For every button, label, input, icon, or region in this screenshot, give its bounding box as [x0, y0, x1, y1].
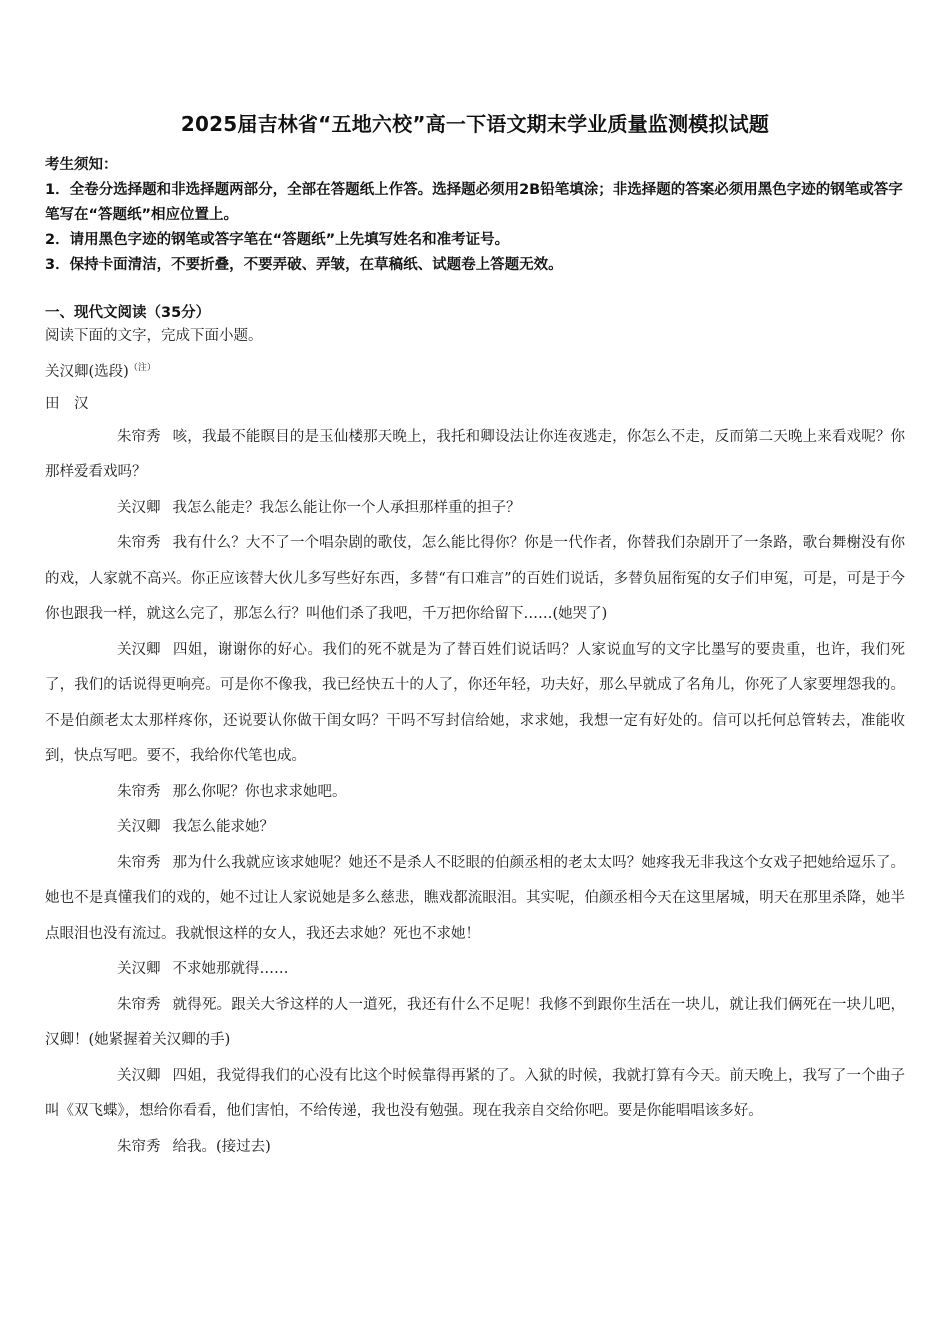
speech-text: 不求她那就得…… [172, 961, 289, 978]
notice-item: 2．请用黑色字迹的钢笔或答字笔在“答题纸”上先填写姓名和准考证号。 [45, 232, 510, 248]
note-mark: （注） [128, 363, 156, 373]
speaker-name: 关汉卿 [117, 641, 161, 658]
exam-notice [45, 153, 905, 278]
speaker-name: 朱帘秀 [117, 428, 161, 445]
work-title-line [45, 356, 905, 384]
dialogue-line [45, 846, 905, 953]
dialogue-line [45, 1059, 905, 1130]
section-heading: 一、现代文阅读（35分） [45, 305, 211, 321]
speech-text: 那么你呢？你也求求她吧。 [172, 783, 347, 800]
speaker-name: 朱帘秀 [117, 1138, 161, 1155]
speaker-name: 朱帘秀 [117, 854, 161, 871]
play-dialogue [45, 420, 905, 1166]
dialogue-line [45, 491, 905, 527]
speaker-name: 关汉卿 [117, 961, 161, 978]
dialogue-line [45, 633, 905, 775]
dialogue-line [45, 775, 905, 811]
speaker-name: 朱帘秀 [117, 535, 161, 552]
speech-text: 咳，我最不能瞑目的是玉仙楼那天晚上，我托和卿设法让你连夜逃走，你怎么不走，反而第二天晚上来看戏呢？你那样爱看戏吗？ [45, 428, 905, 481]
notice-item: 3．保持卡面清洁，不要折叠，不要弄破、弄皱，在草稿纸、试题卷上答题无效。 [45, 257, 563, 273]
speaker-name: 朱帘秀 [117, 783, 161, 800]
speech-text: 我有什么？大不了一个唱杂剧的歌伎，怎么能比得你？你是一代作者，你替我们杂剧开了一条路，歌台舞榭没有你的戏，人家就不高兴。你正应该替大伙儿多写些好东西，多替“有口难言”的百姓们说话，多替负屈衔冤的女子们申冤，可是，可是于今你也跟我一样，就这么完了，那怎么行？叫他们杀了我吧，千万把你给留下……(她哭了) [45, 535, 905, 623]
speech-text: 我怎么能走？我怎么能让你一个人承担那样重的担子？ [172, 499, 521, 516]
speech-text: 那为什么我就应该求她呢？她还不是杀人不眨眼的伯颜丞相的老太太吗？她疼我无非我这个女戏子把她给逗乐了。她也不是真懂我们的戏的，她不过让人家说她是多么慈悲，瞧戏都流眼泪。其实呢，伯颜丞相今天在这里屠城，明天在那里杀降，她半点眼泪也没有流过。我就恨这样的女人，我还去求她？死也不求她！ [45, 854, 905, 942]
speaker-name: 关汉卿 [117, 1067, 161, 1084]
speech-text: 四姐，谢谢你的好心。我们的死不就是为了替百姓们说话吗？人家说血写的文字比墨写的要贵重，也许，我们死了，我们的话说得更响亮。可是你不像我，我已经快五十的人了，你还年轻，功夫好，那么早就成了名角儿，你死了人家要埋怨我的。不是伯颜老太太那样疼你，还说要认你做干闺女吗？干吗不写封信给她，求求她，我想一定有好处的。信可以托何总管转去，准能收到，快点写吧。要不，我给你代笔也成。 [45, 641, 905, 765]
speaker-name: 关汉卿 [117, 499, 161, 516]
author-name: 田 汉 [45, 395, 89, 412]
dialogue-line [45, 1130, 905, 1166]
page-title: 2025届吉林省“五地六校”高一下语文期末学业质量监测模拟试题 [180, 112, 770, 136]
speaker-name: 朱帘秀 [117, 996, 161, 1013]
notice-heading: 考生须知： [45, 157, 118, 173]
speech-text: 四姐，我觉得我们的心没有比这个时候靠得再紧的了。入狱的时候，我就打算有今天。前天晚上，我写了一个曲子叫《双飞蝶》，想给你看看，他们害怕，不给传递，我也没有勉强。现在我亲自交给你吧。要是你能唱唱该多好。 [45, 1067, 905, 1120]
dialogue-line [45, 526, 905, 633]
dialogue-line [45, 988, 905, 1059]
dialogue-line [45, 810, 905, 846]
speaker-name: 关汉卿 [117, 819, 161, 836]
notice-item: 1．全卷分选择题和非选择题两部分，全部在答题纸上作答。选择题必须用2B铅笔填涂；非选择题的答案必须用黑色字迹的钢笔或答字笔写在“答题纸”相应位置上。 [45, 182, 903, 223]
speech-text: 我怎么能求她？ [172, 819, 274, 836]
speech-text: 给我。(接过去) [172, 1138, 271, 1155]
reading-instruction: 阅读下面的文字，完成下面小题。 [45, 328, 263, 344]
dialogue-line [45, 420, 905, 491]
speech-text: 就得死。跟关大爷这样的人一道死，我还有什么不足呢！我修不到跟你生活在一块儿，就让我们俩死在一块儿吧，汉卿！(她紧握着关汉卿的手) [45, 996, 905, 1049]
dialogue-line [45, 952, 905, 988]
work-title: 关汉卿(选段) [45, 363, 129, 380]
